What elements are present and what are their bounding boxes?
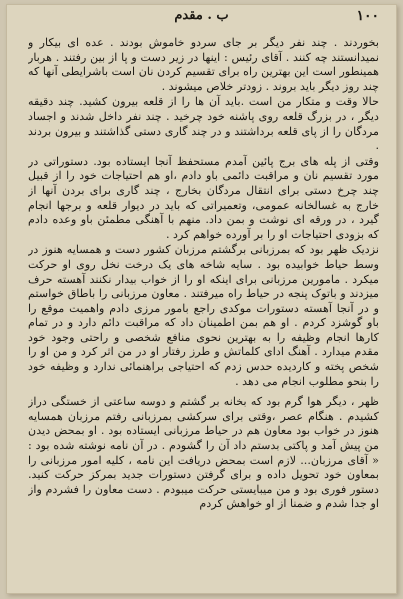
running-title: ب . مقدم [174,8,229,23]
paragraph: وقتی از پله های برج پائین آمدم مستحفظ آنجا ایستاده بود. دستوراتی در مورد تقسیم نان و مراقبت دائمی باو دادم ،او هم احتیاجات خود را از قبیل چند چرخ دستی برای انتقال مردگان بخارج ، چند گاری برای بردن آنها از خارج به غسالخانه عمومی، وتعمیراتی که باید در دیوار قلعه و برجها انجام گیرد ، در ورقه ای نوشت و بمن داد. منهم با آهنگی مطمئن باو وعده دادم که بزودی احتیاجات او را بر آورده خواهم کرد . [28,154,379,241]
paragraph: ظهر ، دیگر هوا گرم بود که بخانه بر گشتم و دوسه ساعتی از خستگی دراز کشیدم . هنگام عصر ،وقتی برای سرکشی بمرزبانی رفتم مرزبان همسایه هنوز در خواب بود معاون هم در حیاط مرزبانی ایستاده بود . او بمحض دیدن من پیش آمد و پاکتی بدستم داد آن را گشودم . در آن نامه نوشته شده بود : « آقای مرزبان... لازم است بمحض دریافت این نامه ، کلیه امور مرزبانی را بمعاون خود تحویل داده و برای گرفتن دستورات جدید بمرکز حرکت کنید. دستور فوری بود و من میبایستی حرکت میبودم . دست معاون را فشردم واز او جدا شدم و ضمنا از او خواهش کردم [28,395,379,511]
body-text [28,36,379,588]
book-page [6,4,397,594]
paragraph: حالا وقت و متکار من است .باید آن ها را از قلعه بیرون کشید. چند دقیقه دیگر ، در بزرگ قلعه روی پاشنه خود چرخید . چند نفر داخل شدند و اجساد مردگان را از پای قلعه برداشتند و در چند گاری دستی گذاشتند و بیرون بردند . [28,95,379,153]
page-header [6,8,397,30]
page-number: ۱۰۰ [356,8,379,24]
paragraph: نزدیک ظهر بود که بمرزبانی برگشتم مرزبان کشور دست و همسایه هنوز در وسط حیاط خوابیده بود . سایه شاخه های یک درخت نخل روی او حرکت میکرد . مامورین مرزبانی برای اینکه او را از خواب بیدار نکنند آهسته حرف میزدند و باتوک پنجه در حیاط راه میرفتند . معاون مرزبانی را باطاق خواستم و در آنجا آهسته دستورات موکدی راجع بامور مرزی دادم واهمیت موقع را باو گوشزد کردم . او هم بمن اطمینان داد که مراقبت دائم دارد و در تمام کارها انجام وظیفه را به بهترین نحوی منافع شخصی و راحتی وجود خود مقدم میدارد . آهنگ ادای کلماتش و طرز رفتار او در من اثر کرد و من او را شخص پخته و کاردیده حدس زدم که احتیاجی براهنمائی ندارد و وظیفه خود را بنحو مطلوب انجام می دهد . [28,243,379,388]
paragraph: بخوردند . چند نفر دیگر بر جای سردو خاموش بودند . عده ای بیکار و نمیدانستند چه کنند . آقای رئیس : اینها در زیر دست و پا از بین رفتند . هربار همینطور است این بهترین راه برای تقسیم کردن نان است باشرایطی آنها که چند روز دیگر باید بروند . زودتر خلاص میشوند . [28,36,379,93]
